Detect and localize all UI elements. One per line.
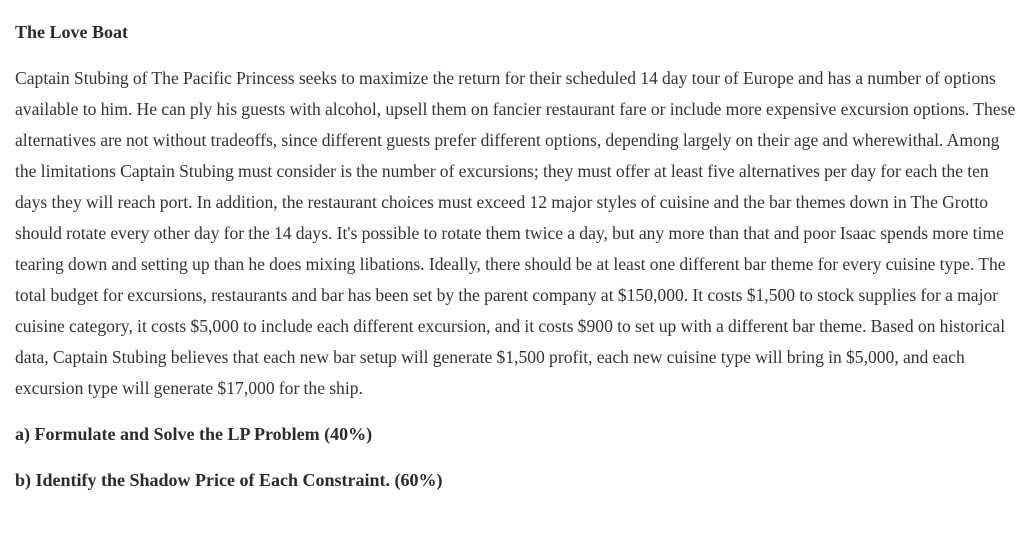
- question-b: b) Identify the Shadow Price of Each Constraint. (60%): [15, 470, 443, 490]
- question-a: a) Formulate and Solve the LP Problem (40%): [15, 424, 373, 444]
- document-title: The Love Boat: [15, 22, 129, 42]
- problem-paragraph: Captain Stubing of The Pacific Princess seeks to maximize the return for their scheduled 14 day tour of Europe and has a number of options available to him. He can ply his guests with alcohol, upsell them on fancier restaurant fare or include more expensive excursion options. These alternatives are not without tradeoffs, since different guests prefer different options, depending largely on their age and wherewithal. Among the limitations Captain Stubing must consider is the number of excursions; they must offer at least five alternatives per day for each the ten days they will reach port. In addition, the restaurant choices must exceed 12 major styles of cuisine and the bar themes down in The Grotto should rotate every other day for the 14 days. It's possible to rotate them twice a day, but any more than that and poor Isaac spends more time tearing down and setting up than he does mixing libations. Ideally, there should be at least one different bar theme for every cuisine type. The total budget for excursions, restaurants and bar has been set by the parent company at $150,000. It costs $1,500 to stock supplies for a major cuisine category, it costs $5,000 to include each different excursion, and it costs $900 to set up with a different bar theme. Based on historical data, Captain Stubing believes that each new bar setup will generate $1,500 profit, each new cuisine type will bring in $5,000, and each excursion type will generate $17,000 for the ship.: [15, 68, 1016, 398]
